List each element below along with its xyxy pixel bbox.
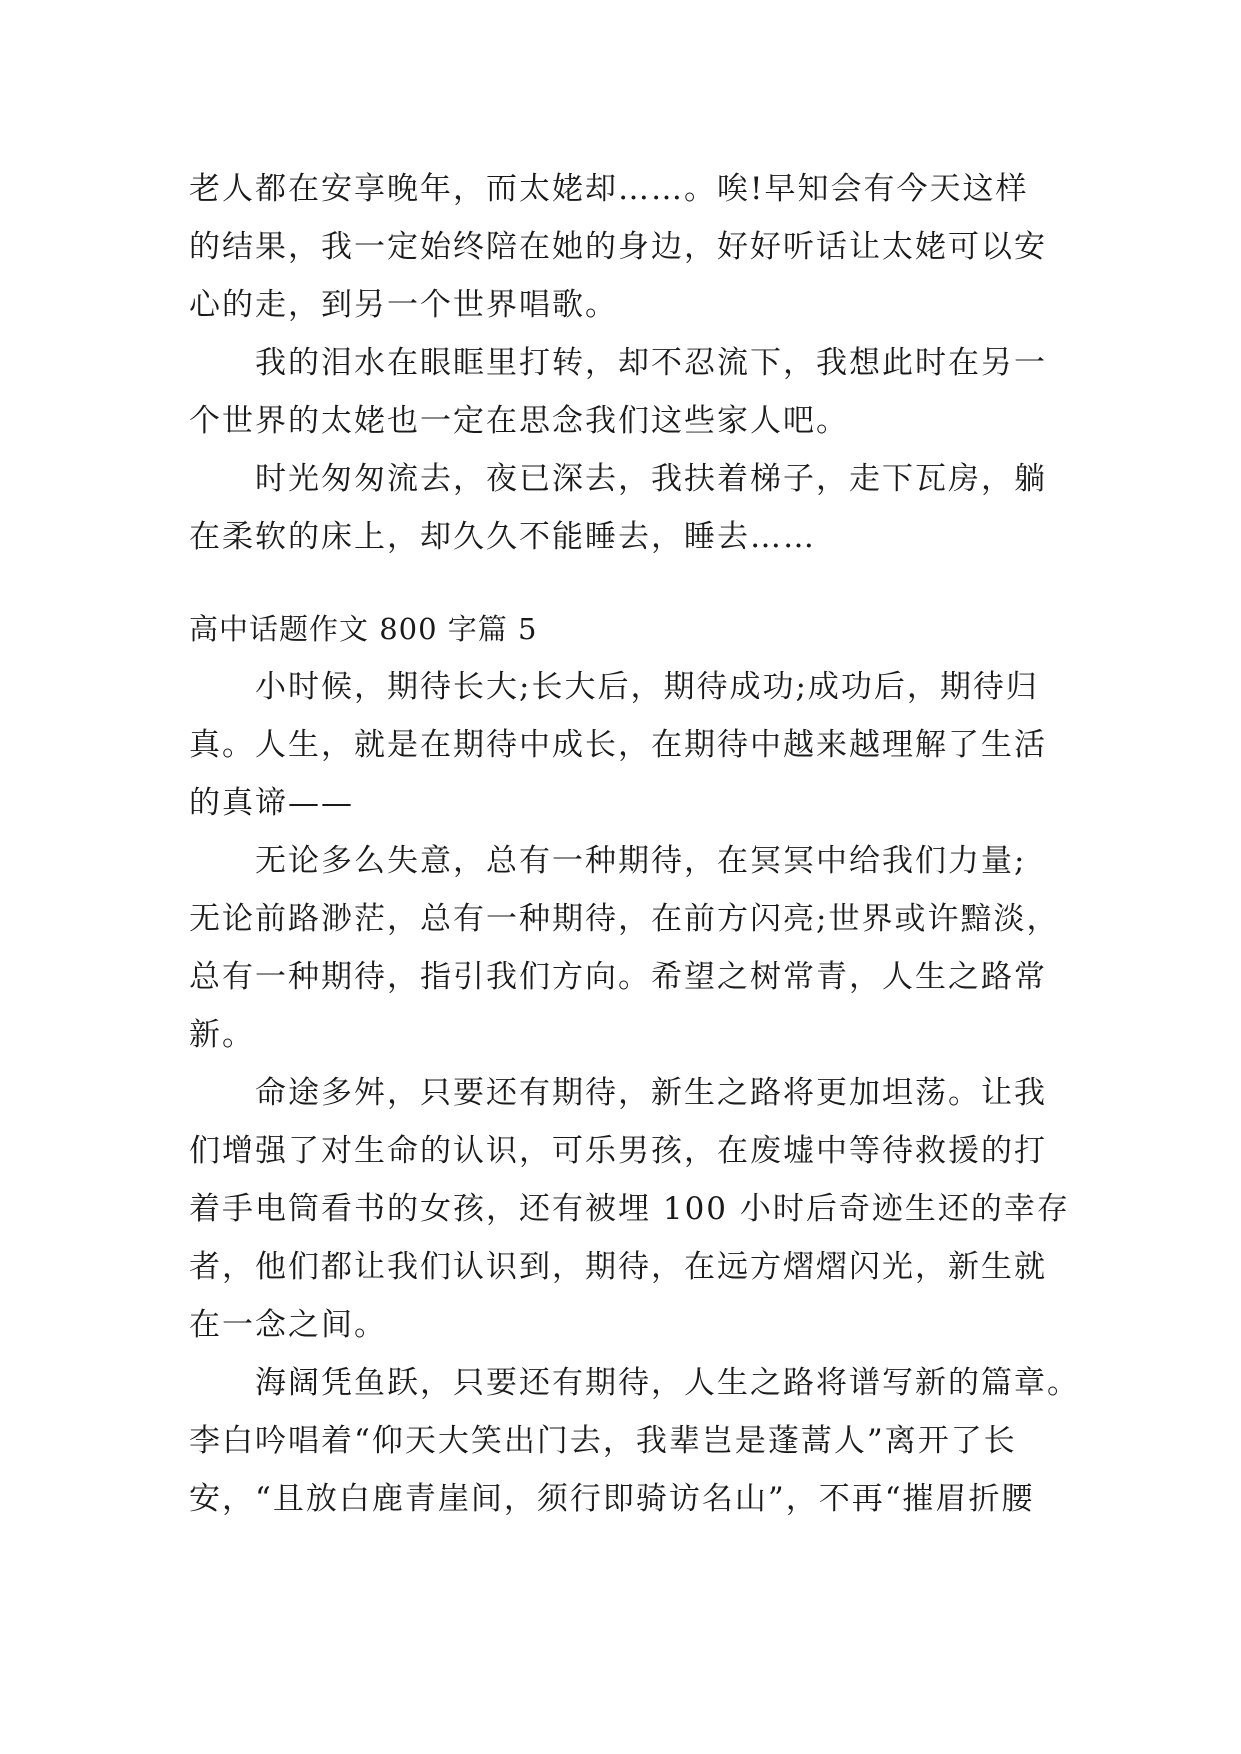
text-line: 的结果，我一定始终陪在她的身边，好好听话让太姥可以安 [189, 229, 1047, 265]
text-line: 无论前路渺茫，总有一种期待，在前方闪亮;世界或许黯淡， [189, 901, 1060, 937]
text-line: 总有一种期待，指引我们方向。希望之树常青，人生之路常 [189, 959, 1047, 995]
text-line: 真。人生，就是在期待中成长，在期待中越来越理解了生活 [189, 727, 1047, 763]
text-line: 小时候，期待长大;长大后，期待成功;成功后，期待归 [255, 669, 1039, 705]
text-line: 安，“且放白鹿青崖间，须行即骑访名山”，不再“摧眉折腰 [189, 1481, 1035, 1517]
text-line: 们增强了对生命的认识，可乐男孩，在废墟中等待救援的打 [189, 1133, 1047, 1169]
text-line: 命途多舛，只要还有期待，新生之路将更加坦荡。让我 [255, 1075, 1047, 1111]
text-line: 无论多么失意，总有一种期待，在冥冥中给我们力量; [255, 843, 1027, 879]
text-line: 心的走，到另一个世界唱歌。 [189, 287, 618, 323]
text-line: 我的泪水在眼眶里打转，却不忍流下，我想此时在另一 [255, 345, 1047, 381]
text-line: 新。 [189, 1017, 255, 1053]
text-line: 在一念之间。 [189, 1307, 387, 1343]
section-heading: 高中话题作文 800 字篇 5 [189, 612, 538, 646]
text-line: 着手电筒看书的女孩，还有被埋 100 小时后奇迹生还的幸存 [189, 1191, 1070, 1227]
text-line: 在柔软的床上，却久久不能睡去，睡去…… [189, 519, 816, 555]
text-line: 者，他们都让我们认识到，期待，在远方熠熠闪光，新生就 [189, 1249, 1047, 1285]
text-line: 海阔凭鱼跃，只要还有期待，人生之路将谱写新的篇章。 [255, 1365, 1080, 1401]
text-line: 李白吟唱着“仰天大笑出门去，我辈岂是蓬蒿人”离开了长 [189, 1423, 1017, 1459]
text-line: 个世界的太姥也一定在思念我们这些家人吧。 [189, 403, 849, 439]
text-line: 的真谛—— [189, 785, 354, 821]
text-line: 时光匆匆流去，夜已深去，我扶着梯子，走下瓦房，躺 [255, 461, 1047, 497]
text-line: 老人都在安享晚年，而太姥却……。唉!早知会有今天这样 [189, 171, 1029, 207]
